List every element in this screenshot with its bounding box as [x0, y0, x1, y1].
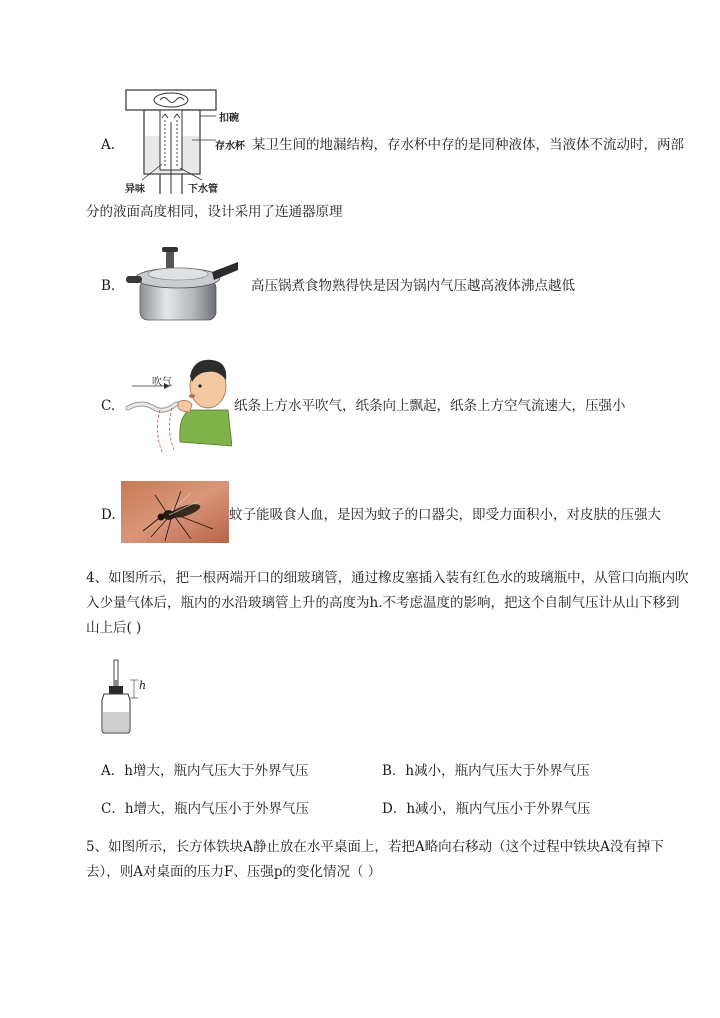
fig-label-yiwei: 异味 [125, 184, 145, 195]
mosquito-figure [121, 481, 229, 543]
q4-choice-b: B．h减小，瓶内气压大于外界气压 [382, 763, 590, 779]
fig-label-xiashuiguan: 下水管 [188, 184, 218, 195]
barometer-figure [94, 658, 147, 734]
q4-line3: 山上后( ) [86, 620, 142, 636]
fig-label-cunshuibei: 存水杯 [215, 141, 245, 152]
option-d-text: 蚊子能吸食人血，是因为蚊子的口器尖，即受力面积小，对皮肤的压强大 [229, 507, 661, 523]
option-a-letter: A. [101, 137, 116, 153]
option-a-text-line1: 某卫生间的地漏结构，存水杯中存的是同种液体，当液体不流动时，两部 [252, 137, 684, 153]
q4-choice-d: D．h减小，瓶内气压小于外界气压 [382, 801, 591, 817]
q4-line1: 4、如图所示，把一根两端开口的细玻璃管，通过橡皮塞插入装有红色水的玻璃瓶中，从管口向瓶内吹 [86, 570, 689, 586]
fig-label-koukou: 扣碗 [219, 113, 239, 124]
option-c-letter: C. [101, 398, 116, 414]
q4-line2: 入少量气体后，瓶内的水沿玻璃管上升的高度为h.不考虑温度的影响，把这个自制气压计从山下移到 [86, 595, 680, 611]
q5-line1: 5、如图所示，长方体铁块A静止放在水平桌面上，若把A略向右移动（这个过程中铁块A没有掉下 [86, 839, 664, 855]
mosquito-image [121, 481, 229, 543]
option-a-text-line2: 分的液面高度相同，设计采用了连通器原理 [86, 204, 343, 220]
q5-line2: 去），则A对桌面的压力F、压强p的变化情况（ ） [86, 864, 382, 880]
pressure-cooker-image [120, 244, 240, 324]
floor-drain-diagram [122, 88, 222, 194]
q4-choice-c: C．h增大，瓶内气压小于外界气压 [101, 801, 310, 817]
option-b-text: 高压锅煮食物熟得快是因为锅内气压越高液体沸点越低 [251, 278, 575, 294]
pressure-cooker-figure [120, 244, 240, 324]
barometer-diagram [94, 658, 147, 734]
boy-blowing-figure [120, 350, 232, 458]
option-c-text: 纸条上方水平吹气，纸条向上飘起，纸条上方空气流速大，压强小 [234, 398, 626, 414]
floor-drain-figure [122, 88, 222, 194]
option-d-letter: D. [101, 507, 116, 523]
q4-choice-a: A．h增大，瓶内气压大于外界气压 [101, 763, 309, 779]
fig-label-h: h [139, 679, 147, 692]
fig-label-chuiqi: 吹气 [152, 377, 172, 388]
option-b-letter: B. [101, 278, 116, 294]
boy-blowing-image [120, 350, 232, 458]
